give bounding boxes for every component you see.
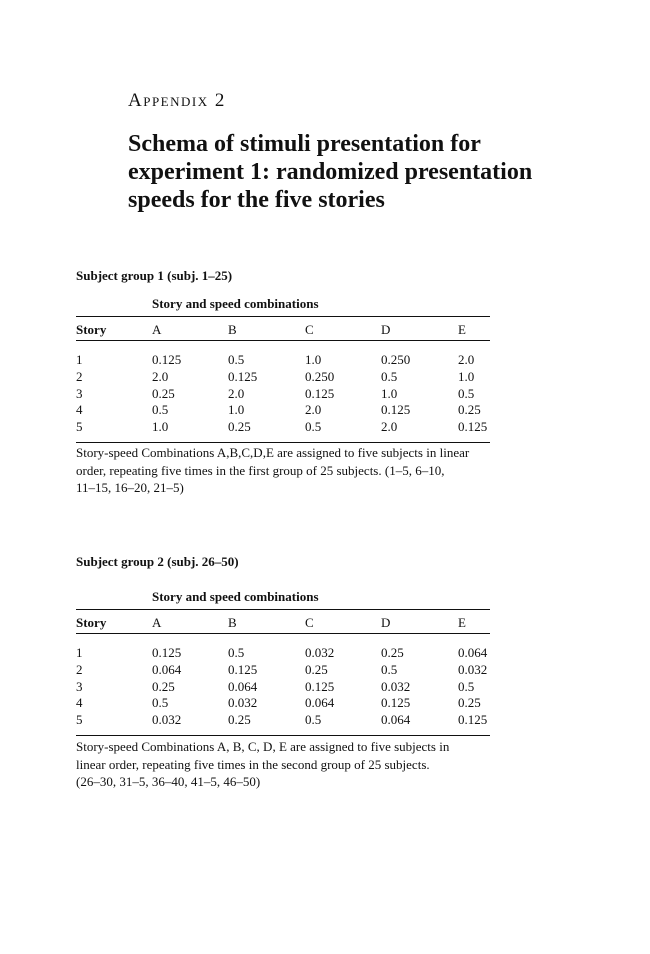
speed-cell: 0.125 [305,386,335,401]
speed-cell: 2.0 [228,386,245,401]
speed-cell: 1.0 [458,369,475,384]
speed-cell: 0.032 [458,662,488,677]
column-header: B [228,615,237,630]
column-header: C [305,615,314,630]
column-header: A [152,615,162,630]
speed-cell: 0.125 [152,645,182,660]
speed-cell: 2.0 [152,369,169,384]
group-1-table [76,296,490,444]
story-number: 2 [76,369,83,384]
speed-cell: 0.250 [381,352,411,367]
table-top-rule [76,316,490,317]
speed-cell: 0.25 [152,386,175,401]
speed-cell: 0.032 [228,695,258,710]
story-number: 1 [76,645,83,660]
speed-cell: 0.5 [305,419,322,434]
group-1-note-line-3: 11–15, 16–20, 21–5) [76,480,184,495]
group-1-heading: Subject group 1 (subj. 1–25) [76,268,233,283]
speed-cell: 2.0 [381,419,398,434]
speed-cell: 0.125 [458,712,488,727]
speed-cell: 2.0 [305,402,322,417]
header-rule [76,633,490,634]
table-bottom-rule [76,735,490,736]
column-header: E [458,615,466,630]
story-number: 1 [76,352,83,367]
column-header: Story [76,322,107,337]
speed-cell: 0.5 [458,386,475,401]
speed-cell: 0.125 [228,369,258,384]
speed-cell: 0.5 [152,402,169,417]
speed-cell: 0.5 [458,679,475,694]
group-2-note-line-3: (26–30, 31–5, 36–40, 41–5, 46–50) [76,774,261,789]
page-title: Schema of stimuli presentation for experiment 1: randomized presentation speeds for the five stories [128,131,533,213]
speed-cell: 0.25 [228,712,251,727]
column-header: A [152,322,162,337]
speed-cell: 0.125 [305,679,335,694]
speed-cell: 1.0 [228,402,245,417]
speed-cell: 0.125 [381,402,411,417]
speed-cell: 0.25 [152,679,175,694]
group-1-note-line-2: order, repeating five times in the first group of 25 subjects. (1–5, 6–10, [76,462,445,478]
speed-cell: 0.032 [381,679,411,694]
speed-cell: 0.5 [381,369,398,384]
speed-cell: 0.064 [152,662,182,677]
speed-cell: 1.0 [305,352,322,367]
speed-cell: 0.032 [305,645,335,660]
column-header: C [305,322,314,337]
speed-cell: 0.5 [381,662,398,677]
speed-cell: 0.064 [305,695,335,710]
group-1-note-line-1: Story-speed Combinations A,B,C,D,E are assigned to five subjects in linear [76,445,470,460]
story-number: 5 [76,419,83,434]
speed-cell: 0.125 [458,419,488,434]
story-number: 4 [76,695,83,710]
table-top-rule [76,609,490,610]
group-2-note-line-2: linear order, repeating five times in the second group of 25 subjects. [76,756,430,772]
speed-cell: 0.250 [305,369,335,384]
appendix-label: Appendix 2 [128,90,226,111]
speed-cell: 0.064 [228,679,258,694]
combo-heading: Story and speed combinations [152,589,319,604]
speed-cell: 0.5 [152,695,169,710]
speed-cell: 0.25 [458,402,481,417]
column-header: B [228,322,237,337]
story-number: 3 [76,679,83,694]
group-2-note-line-1: Story-speed Combinations A, B, C, D, E are assigned to five subjects in [76,739,450,754]
speed-cell: 0.25 [305,662,328,677]
column-header: E [458,322,466,337]
speed-cell: 0.25 [458,695,481,710]
table-bottom-rule [76,442,490,443]
speed-cell: 0.032 [152,712,182,727]
group-2-note [76,738,496,791]
speed-cell: 0.064 [381,712,411,727]
group-2-table [76,589,490,737]
speed-cell: 0.125 [381,695,411,710]
combo-heading: Story and speed combinations [152,296,319,311]
header-rule [76,340,490,341]
group-2-heading: Subject group 2 (subj. 26–50) [76,554,239,569]
speed-cell: 0.5 [228,352,245,367]
story-number: 5 [76,712,83,727]
speed-cell: 0.5 [305,712,322,727]
column-header: Story [76,615,107,630]
column-header: D [381,322,391,337]
story-number: 3 [76,386,83,401]
speed-cell: 0.25 [228,419,251,434]
speed-cell: 1.0 [381,386,398,401]
speed-cell: 2.0 [458,352,475,367]
speed-cell: 0.125 [228,662,258,677]
speed-cell: 0.5 [228,645,245,660]
column-header: D [381,615,391,630]
speed-cell: 0.064 [458,645,488,660]
story-number: 4 [76,402,83,417]
group-1-note [76,444,496,497]
speed-cell: 0.25 [381,645,404,660]
speed-cell: 1.0 [152,419,169,434]
speed-cell: 0.125 [152,352,182,367]
story-number: 2 [76,662,83,677]
